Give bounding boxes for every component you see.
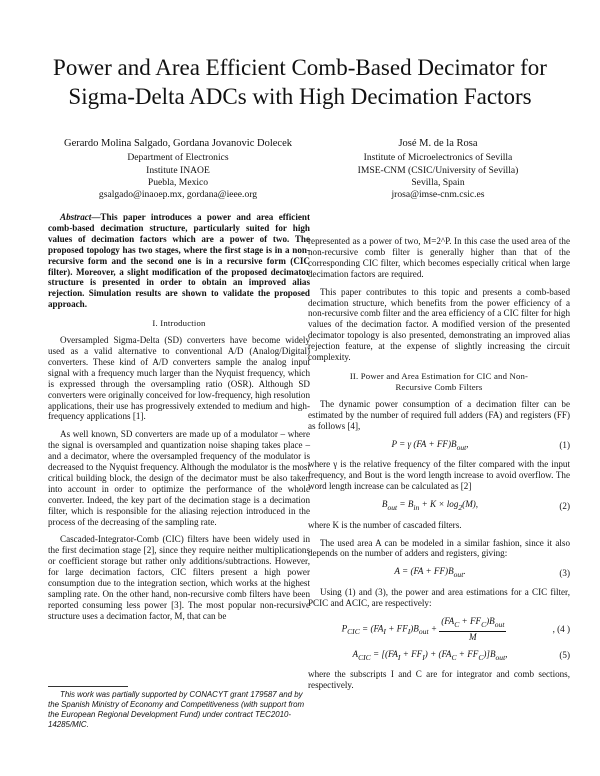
paper-title-line-1: Power and Area Efficient Comb-Based Decimator for	[53, 55, 547, 80]
paper-title	[0, 53, 600, 111]
abstract-text: —This paper introduces a power and area efficient comb-based decimation structure, particularly suited for high values of decimation factors which are a power of two. The proposed topology has two stages, where the first stage is in a non-recursive form and the second one is in a recursive form (CIC filter). Moreover, a slight modification of the proposed decimator structure is presented in order to obtain an improved alias rejection. Simulation results are shown to validate the proposed approach.	[48, 212, 310, 310]
author-block-right	[308, 138, 568, 201]
section-heading-power-area	[308, 371, 570, 393]
abstract-lead: Abstract	[60, 212, 92, 222]
author-names-right: José M. de la Rosa	[398, 138, 478, 149]
affiliation-line: IMSE-CNM (CSIC/University of Sevilla)	[357, 164, 519, 176]
paragraph: Cascaded-Integrator-Comb (CIC) filters have been widely used in the first decimation stage [2], since they require neither multiplications or coefficient storage but rather only additions/subtractions. However, for large decimation factors, CIC filters present a high power consumption due to the integration section, which works at the highest sampling rate. On the other hand, non-recursive comb filters have been reported consuming less power [3]. The most popular non-recursive structure uses a decimation factor, M, that can be	[48, 534, 310, 621]
left-column	[48, 212, 310, 629]
author-block-left	[48, 138, 308, 201]
paragraph: The dynamic power consumption of a decimation filter can be estimated by the number of required full adders (FA) and registers (FF) as follows [4],	[308, 398, 570, 431]
author-email-right: jrosa@imse-cnm.csic.es	[391, 189, 485, 201]
equation-5	[308, 649, 570, 664]
fraction: $\frac{(FA_C + FF_C)B_{out}}{M}$	[441, 615, 505, 642]
right-column	[308, 236, 570, 698]
paragraph: The used area A can be modeled in a similar fashion, since it also depends on the number of adders and registers, giving:	[308, 537, 570, 559]
equation-expression: $A_{CIC} = [(FA_I + FF_I) + (FA_C + FF_C)]B_{out}$,	[352, 648, 508, 662]
paragraph: As well known, SD converters are made up of a modulator – where the signal is oversampled and quantization noise shaping takes place – and a decimator, where the oversampled frequency of the modulator is decreased to the Nyquist frequency. Although the modulator is the most critical building block, the design of the decimator must be also taken into account in order to optimize the performance of the whole converter. Indeed, the key part of the decimation stage is a decimation filter, which is responsible for the aliasing rejection introduced in the process of the decreasing of the sampling rate.	[48, 429, 310, 527]
paragraph: where K is the number of cascaded filters.	[308, 519, 462, 530]
equation-number: , (4 )	[552, 623, 570, 634]
equation-4	[308, 616, 570, 643]
footnote: This work was partially supported by CONACYT grant 179587 and by the Spanish Ministry of Economy and Competitiveness (with support from the European Regional Development Fund) under contract TEC2010-14285/MIC.	[48, 690, 305, 729]
section-heading-introduction: I. Introduction	[152, 318, 206, 329]
equation-number: (1)	[559, 440, 570, 451]
affiliation-line: Institute INAOE	[146, 164, 210, 176]
equation-expression: $B_{out} = B_{in} + K \times \log_2(M)$,	[381, 498, 479, 512]
equation-expression: P = γ $(FA + FF)B_{out}$,	[391, 438, 469, 452]
equation-number: (3)	[559, 568, 570, 579]
paragraph: Oversampled Sigma-Delta (SD) converters have become widely used as a valid alternative to conventional A/D (Analog/Digital) converters. These kind of A/D converters sample the analog input signal with a frequency much larger than the Nyquist frequency, which is expressed through the oversampling ratio (OSR). Although SD converters were originally conceived for low-frequency, high resolution applications, their use has progressively extended to medium and high-frequency applications [1].	[48, 335, 310, 422]
author-email-left: gsalgado@inaoep.mx, gordana@ieee.org	[98, 189, 258, 201]
equation-number: (5)	[559, 650, 570, 661]
paragraph: Using (1) and (3), the power and area estimations for a CIC filter, PCIC and ACIC, are respectively:	[308, 587, 570, 608]
author-names-left: Gerardo Molina Salgado, Gordana Jovanovic Dolecek	[63, 138, 292, 149]
abstract	[48, 212, 310, 310]
paragraph: where the subscripts I and C are for integrator and comb sections, respectively.	[308, 669, 570, 691]
paragraph: This paper contributes to this topic and presents a comb-based decimation structure, which benefits from the power efficiency of a non-recursive comb filter and the area efficiency of a CIC filter for high values of the decimation factor. A modified version of the presented decimator topology is also presented, demonstrating an improved alias rejection feature, at the expense of slightly increasing the circuit complexity.	[308, 286, 570, 363]
affiliation-line: Department of Electronics	[127, 152, 229, 164]
equation-3	[308, 566, 570, 581]
section-heading-line: II. Power and Area Estimation for CIC and Non-	[349, 370, 529, 381]
section-heading-line: Recursive Comb Filters	[395, 381, 483, 392]
footnote-divider	[48, 686, 128, 687]
affiliation-line: Institute of Microelectronics of Sevilla	[363, 152, 513, 164]
equation-2	[308, 499, 570, 514]
equation-expression: $A = (FA + FF)B_{out}$.	[394, 566, 466, 580]
equation-number: (2)	[559, 500, 570, 511]
affiliation-line: Puebla, Mexico	[147, 176, 209, 188]
paragraph: represented as a power of two, M=2^P. In this case the used area of the non-recursive comb filter is generally higher than that of the corresponding CIC filter, which becomes especially critical when large decimation factors are required.	[308, 236, 570, 279]
affiliation-line: Sevilla, Spain	[411, 176, 465, 188]
equation-1	[308, 439, 570, 454]
equation-expression: $P_{CIC} = (FA_I + FF_I)B_{out}$ + $\frac{(FA_C + FF_C)B_{out}}{M}$	[341, 615, 505, 642]
paper-title-line-2: Sigma-Delta ADCs with High Decimation Factors	[68, 84, 532, 109]
paragraph: where γ is the relative frequency of the filter compared with the input frequency, and Bout is the word length increase to avoid overflow. The word length increase can be calculated as [2]	[308, 459, 570, 492]
